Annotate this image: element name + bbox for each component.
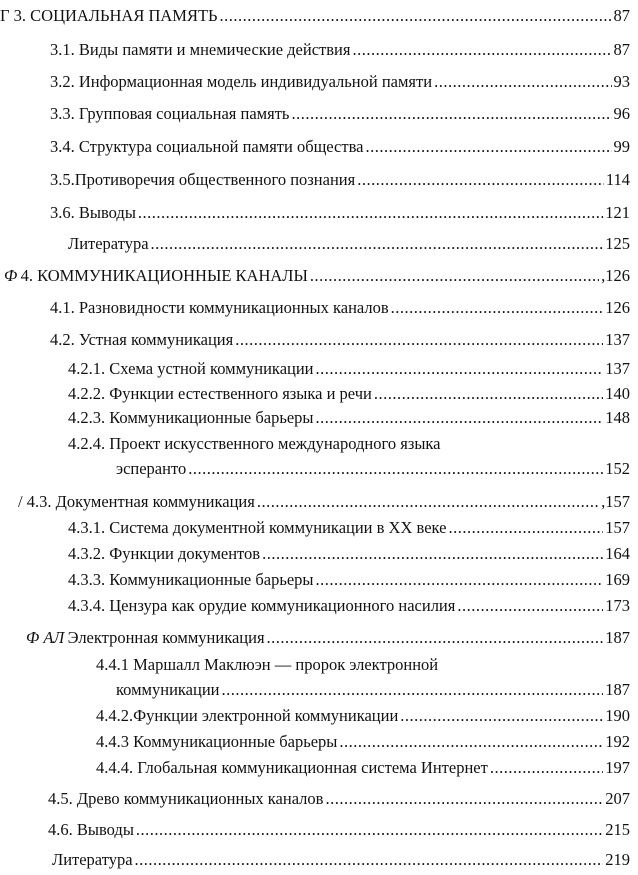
toc-leader-dots	[135, 852, 604, 869]
toc-leader-dots	[339, 734, 603, 751]
toc-entry-4-2-4	[116, 461, 630, 478]
toc-entry-4-4-1	[116, 682, 630, 699]
toc-leader-dots	[151, 236, 604, 253]
toc-leader-dots	[267, 630, 604, 647]
toc-entry-title: 4.4.2.Функции электронной коммуникации	[96, 706, 399, 725]
toc-leader-dots	[222, 682, 604, 699]
toc-entry-title: коммуникации	[116, 680, 220, 699]
toc-entry-title: 4.5. Древо коммуникационных каналов	[48, 789, 324, 808]
toc-entry-page: 140	[605, 384, 630, 403]
toc-entry-4-4	[26, 630, 630, 647]
toc-entry-page: 96	[613, 104, 630, 123]
toc-entry-page: 99	[613, 137, 630, 156]
toc-entry-page: 169	[605, 570, 630, 589]
toc-leader-dots	[257, 494, 599, 511]
toc-entry-title: эсперанто	[116, 459, 187, 478]
toc-entry-page: 192	[605, 732, 630, 751]
toc-leader-dots	[220, 8, 612, 25]
toc-entry-page: 187	[605, 628, 630, 647]
toc-leader-dots	[448, 520, 603, 537]
toc-leader-dots	[490, 760, 603, 777]
toc-leader-dots	[325, 791, 603, 808]
toc-entry-page: 219	[605, 850, 630, 869]
toc-entry-page: 87	[613, 40, 630, 59]
toc-entry-title: 4.3.2. Функции документов	[68, 544, 261, 563]
toc-entry-page: ,126	[601, 266, 630, 285]
toc-leader-dots	[310, 268, 599, 285]
toc-entry-title: 3.5.Противоречия общественного познания	[50, 170, 356, 189]
toc-leader-dots	[235, 332, 603, 349]
toc-entry-title: 4. КОММУНИКАЦИОННЫЕ КАНАЛЫ	[20, 266, 308, 285]
toc-entry-page: 137	[605, 359, 630, 378]
toc-leader-dots	[352, 42, 611, 59]
toc-entry-page: 152	[605, 459, 630, 478]
toc-leader-dots	[291, 106, 611, 123]
toc-entry-title: 4.3.1. Система документной коммуникации в XX веке	[68, 518, 447, 537]
toc-entry-3-2	[50, 74, 630, 91]
toc-entry-3-6	[50, 205, 630, 222]
toc-entry-4-1	[50, 300, 630, 317]
toc-entry-page: 190	[605, 706, 630, 725]
toc-leader-dots	[365, 139, 611, 156]
toc-entry-title: 4.4.4. Глобальная коммуникационная система Интернет	[96, 758, 488, 777]
toc-entry-page: 126	[605, 298, 630, 317]
toc-entry-4-3	[18, 494, 630, 511]
toc-entry-literature-4	[52, 852, 630, 869]
toc-entry-title: 4.2.3. Коммуникационные барьеры	[68, 408, 314, 427]
toc-entry-4-2-2	[68, 386, 630, 403]
toc-entry-chapter-3	[0, 8, 630, 25]
toc-entry-page: ,157	[601, 492, 630, 511]
toc-entry-page: 197	[605, 758, 630, 777]
toc-entry-page: 87	[613, 6, 630, 25]
toc-entry-title: 4.3.3. Коммуникационные барьеры	[68, 570, 314, 589]
toc-leader-dots	[262, 546, 603, 563]
toc-leader-dots	[400, 708, 603, 725]
toc-entry-page: 125	[605, 234, 630, 253]
toc-entry-4-3-4	[68, 598, 630, 615]
toc-entry-4-4-4	[96, 760, 630, 777]
toc-entry-page: 187	[605, 680, 630, 699]
toc-entry-4-6	[48, 822, 630, 839]
toc-leader-dots	[316, 572, 604, 589]
toc-entry-title: 4.3.4. Цензура как орудие коммуникационного насилия	[68, 596, 456, 615]
toc-entry-page: 215	[605, 820, 630, 839]
toc-entry-3-3	[50, 106, 630, 123]
toc-leader-dots	[138, 205, 603, 222]
toc-entry-title: 4.4.3 Коммуникационные барьеры	[96, 732, 338, 751]
toc-entry-4-4-1-first-line: 4.4.1 Маршалл Маклюэн — пророк электронной	[96, 655, 439, 674]
toc-entry-4-2-4-first-line: 4.2.4. Проект искусственного международного языка	[68, 434, 441, 453]
toc-entry-page: 148	[605, 408, 630, 427]
toc-entry-4-5	[48, 791, 630, 808]
toc-entry-title: 4.1. Разновидности коммуникационных каналов	[50, 298, 389, 317]
toc-entry-title: 3.6. Выводы	[50, 203, 136, 222]
toc-entry-title: 4.2.1. Схема устной коммуникации	[68, 359, 314, 378]
toc-entry-4-4-3	[96, 734, 630, 751]
toc-leader-dots	[136, 822, 603, 839]
toc-leader-dots	[316, 410, 604, 427]
toc-entry-page: 121	[605, 203, 630, 222]
toc-entry-title: Г 3. СОЦИАЛЬНАЯ ПАМЯТЬ	[0, 6, 218, 25]
toc-entry-page: 164	[605, 544, 630, 563]
toc-entry-page: 173	[605, 596, 630, 615]
toc-entry-title: 4.6. Выводы	[48, 820, 134, 839]
toc-entry-4-2-3	[68, 410, 630, 427]
toc-leader-dots	[357, 172, 604, 189]
toc-entry-3-4	[50, 139, 630, 156]
toc-entry-page: 207	[605, 789, 630, 808]
toc-entry-title: Литература	[68, 234, 149, 253]
toc-entry-page: 93	[613, 72, 630, 91]
toc-entry-title: 3.2. Информационная модель индивидуальной памяти	[50, 72, 433, 91]
toc-entry-4-2	[50, 332, 630, 349]
toc-entry-title: 3.3. Групповая социальная память	[50, 104, 290, 123]
toc-leader-dots	[457, 598, 603, 615]
toc-entry-3-1	[50, 42, 630, 59]
toc-entry-title: / 4.3. Документная коммуникация	[18, 492, 255, 511]
toc-leader-dots	[316, 361, 604, 378]
toc-entry-4-3-1	[68, 520, 630, 537]
handwritten-mark: Ф АЛ	[26, 628, 65, 647]
toc-entry-title: 3.4. Структура социальной памяти общества	[50, 137, 364, 156]
toc-entry-3-5	[50, 172, 630, 189]
toc-entry-4-2-1	[68, 361, 630, 378]
toc-leader-dots	[434, 74, 611, 91]
toc-entry-page: 114	[605, 170, 630, 189]
toc-entry-title: Литература	[52, 850, 133, 869]
toc-entry-chapter-4	[4, 268, 630, 285]
toc-entry-title: Электронная коммуникация	[67, 628, 265, 647]
toc-entry-title: 4.2.2. Функции естественного языка и речи	[68, 384, 372, 403]
toc-entry-title: 3.1. Виды памяти и мнемические действия	[50, 40, 351, 59]
toc-entry-page: 137	[605, 330, 630, 349]
toc-entry-4-3-2	[68, 546, 630, 563]
toc-entry-title: 4.2. Устная коммуникация	[50, 330, 234, 349]
toc-leader-dots	[188, 461, 603, 478]
toc-entry-4-4-2	[96, 708, 630, 725]
toc-entry-page: 157	[605, 518, 630, 537]
toc-leader-dots	[374, 386, 603, 403]
toc-entry-literature-3	[68, 236, 630, 253]
toc-entry-4-3-3	[68, 572, 630, 589]
toc-leader-dots	[391, 300, 604, 317]
handwritten-mark: Ф	[4, 266, 18, 285]
